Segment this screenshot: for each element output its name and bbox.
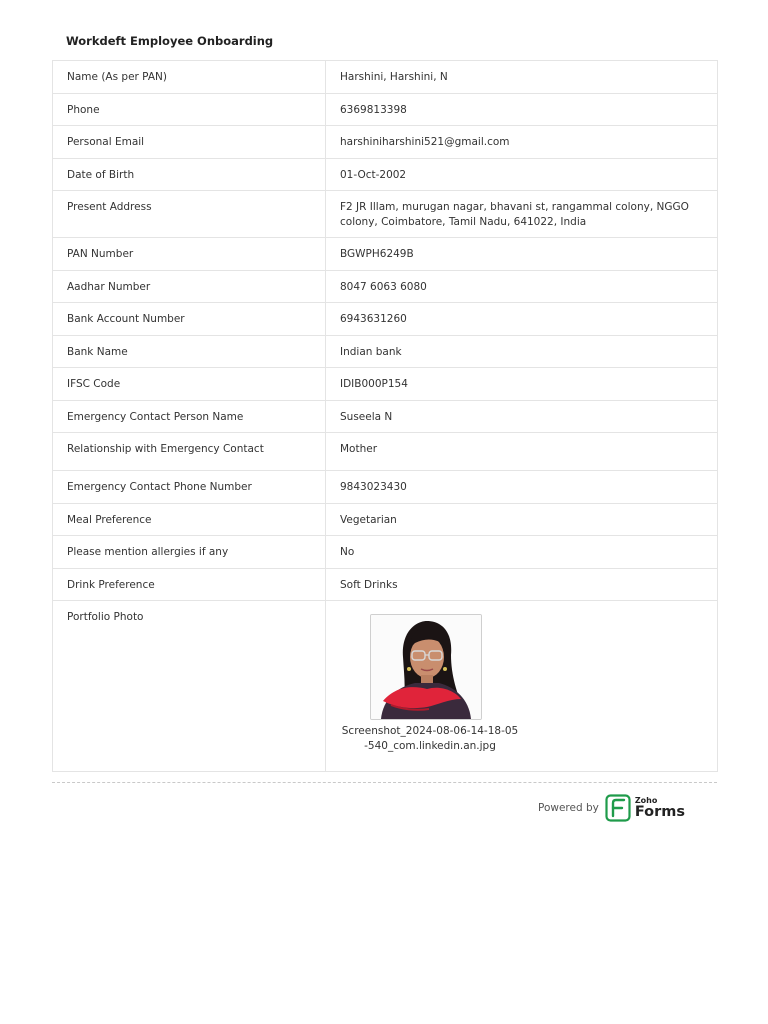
field-value: harshiniharshini521@gmail.com [326, 126, 718, 159]
photo-value [326, 601, 718, 772]
table-row [53, 191, 718, 238]
field-label: Bank Name [53, 335, 326, 368]
table-row [53, 158, 718, 191]
portfolio-photo[interactable] [370, 614, 482, 720]
table-row [53, 303, 718, 336]
field-label: Bank Account Number [53, 303, 326, 336]
field-label: Relationship with Emergency Contact [53, 433, 326, 471]
field-label: Phone [53, 93, 326, 126]
field-label: Emergency Contact Person Name [53, 400, 326, 433]
submission-table [52, 60, 718, 772]
field-label: Please mention allergies if any [53, 536, 326, 569]
zoho-forms-logo[interactable] [605, 794, 685, 822]
table-row [53, 536, 718, 569]
footer-divider [52, 782, 717, 783]
table-row [53, 433, 718, 471]
table-row [53, 126, 718, 159]
powered-by[interactable] [538, 794, 685, 822]
form-title: Workdeft Employee Onboarding [66, 34, 274, 48]
table-row [53, 270, 718, 303]
field-value: Vegetarian [326, 503, 718, 536]
table-row [53, 400, 718, 433]
table-row [53, 368, 718, 401]
table-row [53, 238, 718, 271]
field-value: 8047 6063 6080 [326, 270, 718, 303]
field-label: PAN Number [53, 238, 326, 271]
field-value: Indian bank [326, 335, 718, 368]
table-row [53, 93, 718, 126]
zoho-forms-icon [605, 794, 631, 822]
field-value: No [326, 536, 718, 569]
field-value: 6943631260 [326, 303, 718, 336]
field-value: 01-Oct-2002 [326, 158, 718, 191]
powered-by-text: Powered by [538, 802, 599, 814]
table-row [53, 61, 718, 94]
field-value: Suseela N [326, 400, 718, 433]
logo-small-text: Zoho [634, 795, 658, 805]
table-row [53, 503, 718, 536]
field-value: IDIB000P154 [326, 368, 718, 401]
field-value: F2 JR Illam, murugan nagar, bhavani st, rangammal colony, NGGO colony, Coimbatore, Tamil Nadu, 641022, India [326, 191, 718, 238]
field-label: Personal Email [53, 126, 326, 159]
field-value: BGWPH6249B [326, 238, 718, 271]
table-row [53, 568, 718, 601]
field-label: Present Address [53, 191, 326, 238]
field-value: 9843023430 [326, 471, 718, 504]
field-label: Date of Birth [53, 158, 326, 191]
field-label: Drink Preference [53, 568, 326, 601]
field-label: Meal Preference [53, 503, 326, 536]
portrait-image [371, 615, 481, 719]
field-value: 6369813398 [326, 93, 718, 126]
table-row [53, 335, 718, 368]
photo-filename[interactable]: Screenshot_2024-08-06-14-18-05-540_com.linkedin.an.jpg [341, 725, 519, 752]
field-label: Name (As per PAN) [53, 61, 326, 94]
field-label: Aadhar Number [53, 270, 326, 303]
field-value: Harshini, Harshini, N [326, 61, 718, 94]
field-label: IFSC Code [53, 368, 326, 401]
table-row-photo [53, 601, 718, 772]
field-value: Soft Drinks [326, 568, 718, 601]
field-label: Emergency Contact Phone Number [53, 471, 326, 504]
table-row [53, 471, 718, 504]
field-value: Mother [326, 433, 718, 471]
field-label: Portfolio Photo [53, 601, 326, 772]
logo-big-text: Forms [634, 803, 686, 820]
